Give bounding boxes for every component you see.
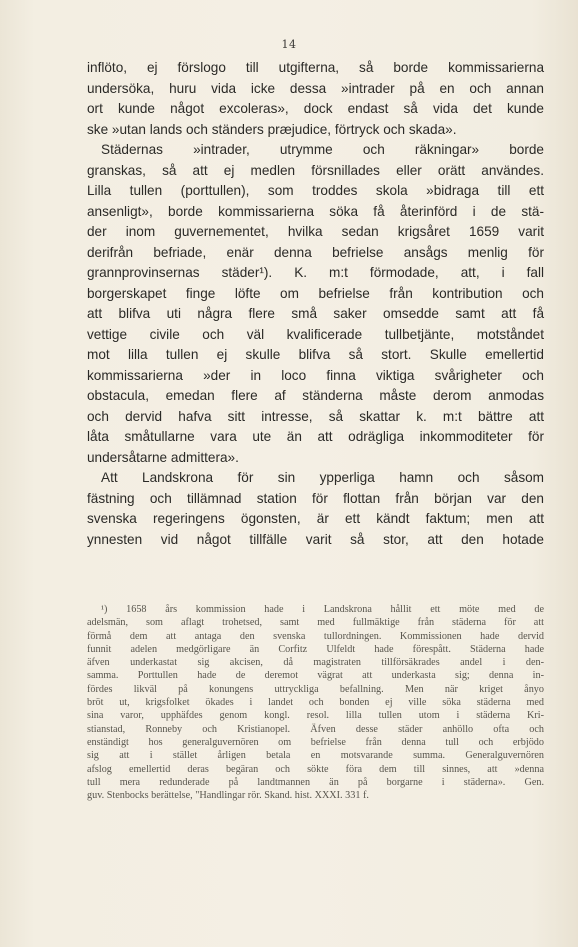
body-text-line: derifrån befriade, enär denna befrielse ansågs menlig för [87, 244, 544, 260]
body-text-line: ansenligt», borde kommissarierna söka få återinförd i de stä- [87, 203, 544, 219]
footnote-block [87, 603, 544, 802]
body-text-line: der inom guvernementet, hvilka sedan krigsåret 1659 varit [87, 224, 544, 239]
body-text-line: att blifva uti några flere små saker omsedde samt att få [87, 306, 544, 321]
body-text-line: Att Landskrona för sin ypperliga hamn och såsom [101, 470, 544, 485]
body-text-line: och dervid hafva sitt intresse, så skattar k. m:t bättre att [87, 408, 544, 424]
footnote-line: förmå dem att antaga den svenska tullordningen. Kommissionen hade dervid [87, 630, 544, 642]
footnote-line: fördes likväl på konungens uttryckliga befallning. Men när kriget ånyo [87, 683, 544, 695]
main-text-body [87, 58, 544, 550]
footnote-line: bröt ut, krigsfolket ökades i landet och bonden ej ville söka städerna med [87, 697, 544, 709]
body-text-line: obstacula, emedan flere af ständerna måste derom anmodas [87, 388, 544, 403]
footnote-line: sig att i stället årligen betala en motsvarande summa. Generalguvernören [87, 750, 544, 762]
footnote-line: tull mera redunderade på landtmannen än på borgarne i städerna». Gen. [87, 776, 544, 788]
body-text-line: undersåtarne admittera». [87, 449, 239, 465]
footnote-line: sina varor, upphäfdes genom kongl. resol. lilla tullen utom i städerna Kri- [87, 710, 544, 722]
body-text-line: svenska regeringens ögonsten, är ett kändt faktum; men att [87, 511, 544, 526]
body-text-line: Lilla tullen (porttullen), som troddes skola »bidraga till ett [87, 183, 544, 198]
footnote-line: afslog emellertid deras begäran och sökte föra dem till sinnes, att »denna [87, 763, 544, 775]
body-text-line: grannprovinsernas städer¹). K. m:t förmodade, att, i fall [87, 265, 544, 280]
footnote-line: enständigt hos generalguvernören om befrielse från denna tull och erbjödo [87, 736, 544, 748]
body-text-line: mot lilla tullen ej skulle blifva så stort. Skulle emellertid [87, 347, 544, 362]
body-text-line: låta småtullarne vara ute än att odrägliga inkommoditeter för [87, 429, 544, 444]
body-text-line: Städernas »intrader, utrymme och räkningar» borde [101, 142, 544, 157]
footnote-line: äfven underkastat sig akcisen, då magistraten tillförsäkrades andel i den- [87, 657, 544, 669]
footnote-line: adelsmän, som aflagt trohetsed, samt med fullmäktige från städerna för att [87, 617, 544, 629]
body-text-line: kommissarierna »der in loco finna viktiga svårigheter och [87, 367, 544, 383]
body-text-line: ynnesten vid något tillfälle varit så stor, att den hotade [87, 531, 544, 547]
body-text-line: borgerskapet finge löfte om befrielse från kontribution och [87, 285, 544, 301]
footnote-line: samma. Porttullen hade de deremot vägrat att underkasta sig; denna in- [87, 670, 544, 682]
page-number: 14 [281, 38, 297, 51]
body-text-line: ort kunde något excoleras», dock endast så vida det kunde [87, 101, 544, 116]
body-text-line: inflöto, ej förslogo till utgifterna, så borde kommissarierna [87, 60, 544, 75]
footnote-line: ¹) 1658 års kommission hade i Landskrona hållit ett möte med de [101, 604, 544, 615]
footnote-line: guv. Stenbocks berättelse, "Handlingar rör. Skand. hist. XXXI. 331 f. [87, 790, 369, 802]
body-text-line: fästning och tillämnad station för flottan från början var den [87, 490, 544, 506]
body-text-line: vettige civile och väl kvalificerade tullbetjänte, motståndet [87, 326, 544, 342]
footnote-line: funnit adelen medgörligare än Corfitz Ulfeldt hade förespått. Städerna hade [87, 643, 544, 655]
body-text-line: undersöka, huru vida icke dessa »intrader på en och annan [87, 80, 544, 96]
body-text-line: granskas, så att ej medlen försnillades eller orätt användes. [87, 162, 544, 178]
footnote-line: stianstad, Ronneby och Kristianopel. Äfven desse städer anhöllo ofta och [87, 723, 544, 735]
body-text-line: ske »utan lands och ständers præjudice, förtryck och skada». [87, 121, 457, 137]
